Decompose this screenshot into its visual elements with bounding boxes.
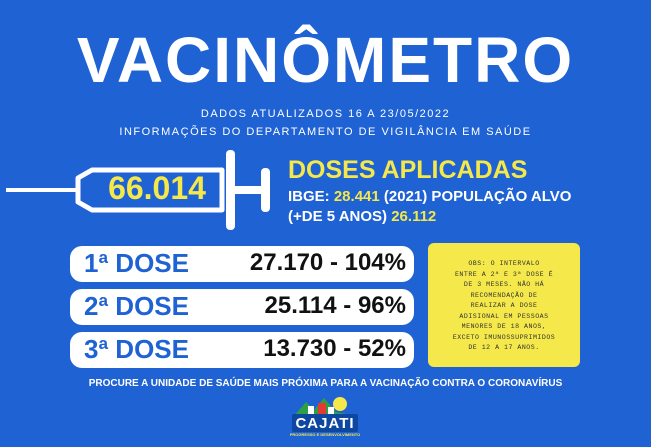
dose-row-2 <box>70 289 414 325</box>
doses-total: 66.014 <box>108 170 206 206</box>
population-label: (2021) POPULAÇÃO ALVO <box>383 188 572 205</box>
updated-date: DADOS ATUALIZADOS 16 A 23/05/2022 <box>200 108 451 120</box>
obs-line: ADISIONAL EM PESSOAS <box>459 312 549 320</box>
dose-value: 25.114 - 96% <box>264 292 406 319</box>
obs-line: OBS: O INTERVALO <box>468 260 540 267</box>
footer-message: PROCURE A UNIDADE DE SAÚDE MAIS PRÓXIMA PARA A VACINAÇÃO CONTRA O CORONAVÍRUS <box>88 378 563 389</box>
obs-line: DE 12 A 17 ANOS. <box>468 344 540 351</box>
obs-line: MENORES DE 18 ANOS, <box>461 323 547 330</box>
obs-line: ENTRE A 2ª E 3ª DOSE É <box>454 270 554 278</box>
population-note: (+DE 5 ANOS) <box>288 208 388 225</box>
logo-text: CAJATI <box>295 415 355 432</box>
population-value: 26.112 <box>391 208 437 225</box>
ibge-line <box>288 188 571 205</box>
source-line: INFORMAÇÕES DO DEPARTAMENTO DE VIGILÂNCIA EM SAÚDE <box>119 126 532 138</box>
dose-row-1 <box>70 246 414 282</box>
dose-label: 2ª DOSE <box>84 291 189 321</box>
obs-line: DE 3 MESES. NÃO HÁ <box>463 281 545 288</box>
observation-note <box>428 243 580 367</box>
dose-value: 13.730 - 52% <box>263 335 406 362</box>
logo-subtitle: PROGRESSO E DESENVOLVIMENTO <box>289 432 361 437</box>
ibge-value: 28.441 <box>333 188 380 205</box>
dose-label: 1ª DOSE <box>84 248 189 278</box>
dose-row-3 <box>70 332 414 368</box>
obs-line: REALIZAR A DOSE <box>470 302 538 309</box>
doses-title: DOSES APLICADAS <box>288 156 528 184</box>
ibge-label: IBGE: <box>288 188 330 205</box>
obs-line: RECOMENDAÇÃO DE <box>470 291 538 299</box>
obs-line: EXCETO IMUNOSSUPRIMIDOS <box>452 333 556 341</box>
page-title: VACINÔMETRO <box>76 24 575 96</box>
population-line <box>288 208 436 225</box>
dose-value: 27.170 - 104% <box>249 249 406 276</box>
dose-label: 3ª DOSE <box>84 334 189 364</box>
